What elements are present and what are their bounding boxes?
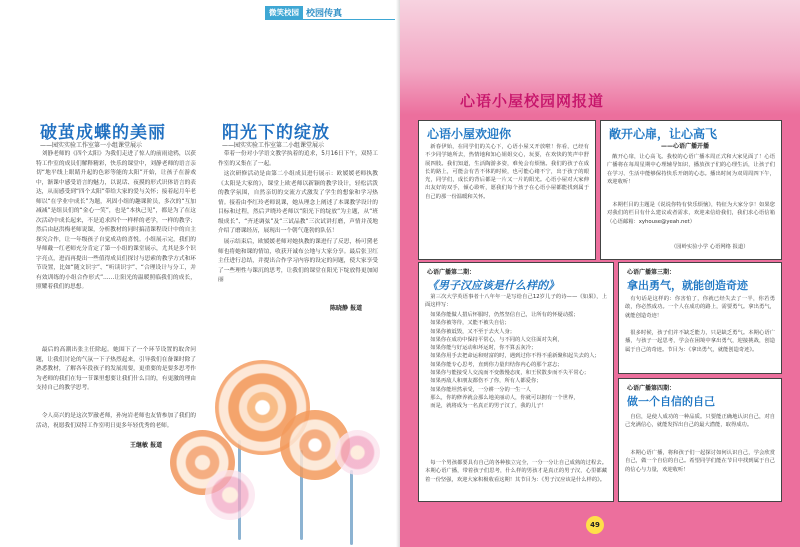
- broadcast-2-box: [418, 262, 614, 502]
- box-body: 敞开心扉，让心高飞。我校的心语广播本周正式和大家见面了！心语广播将在每周星期中心理辅导知识，播放孩子们的心理生活，让孩子们在学习、生活中能够保持快乐开朗的心态。播出时间为双周周四下午，欢迎收听！: [607, 154, 775, 185]
- header-divider: [265, 19, 395, 20]
- box-body: 第三次大学英语事者十八年年一是写给自己12岁儿子的诗——《如果》，上面这样写：: [425, 294, 607, 309]
- box-body: 新春伊始，在同学们的关心下，心语小屋又开放啦！你看，已经有不少同学她所去，热情地和知心姐姐交心，玩耍，在欢快的笑声中舒展四肢。我们知道，生活陶游多姿，难免会有烦恼。我们的孩子在成长的路上，可能会有苦不休的时候，也可能心绪不宁，出于孩子的眼光，同学们，成长的背后都是一片又一片的阳光。心语小屋对大家伸出友好的双手，倾心聆听，愿我们每个孩子在心语小屋都能找到属于自己的那一份温暖和关怀。: [425, 144, 589, 200]
- article-body: 刘静老师的《四个太阳》为我们走进了惊人的前雨途鸦，以获特工作室的成员们解释精彩，快乐的课堂中，刘静老师的语言亲切“地平线上眼睛升起的色彩等能的太阳”开始，让孩子在游戏中，渐课中感受语言的魅力，以说话、夜摸的形式识体语言的表达，从而感受到“四个太阳”带给大家的爱与关怀；接着起月年老师以“在学业中成长”为题，巩固小组的趣课阶员，多次的“互加减减”是组员们的“金心一笑”，也是“本执己见”，都是为了在这次活动中成长起来，不是追求四个一样样的老学，一样的教学；然后由赵洪梅老师说课，分析教材的同时搞清课程设计中的自主探究合作，让一年级孩子自觉成功的喜悦。小组展示完，我们的导师戴一红老师充分肯定了第一小组的课堂展示，尤其是多个识字亮点，进而再提出一些值得成员们探讨与思索的教学方式和环节设置，比如“随文识字”、“听读识字”、“合理设计与分工，并有效训练的小组合作形式”……让阳光的温暖照临我们的成长，照耀着我们的思想。: [36, 151, 196, 290]
- box-title: 心语小屋欢迎你: [427, 127, 512, 141]
- box-label: 心语广播第四期：: [627, 385, 676, 392]
- poem-line: 如果你与能接受人交流而不变傲慢态度，和王侯散步而不失平常心；: [430, 370, 590, 377]
- open-heart-box: [600, 120, 782, 260]
- poem-line: 如果你能专心思考，直到你力量归结你内心的那个意志；: [430, 361, 563, 368]
- article-body: 带着一份对小学语文教学执着的追求，5月16日下午，双特工作室的又集在了一起。: [218, 151, 378, 167]
- box-title: 《男子汉应该是什么样的》: [427, 279, 559, 292]
- box-body-2: 本期栏目的主题是《说说你特有快乐烦恼》，特征为大家分享！如果您对我们的栏目有什么建议或者需求，欢迎来信给我们，我们求心语信箱（心语邮箱：xyhouse@yeah.net）: [607, 202, 775, 225]
- box-body-2: 每一个男孩都要具有自己的各种独立完全，一分一分让自己成熟的过程去。本期心语广播，带着孩子们思考，什么样的男孩才是真正的男子汉，心里都藏着一份坚强，欢迎大家积极收看这期！其节目为：《男子汉应该是什么样的》。: [425, 460, 607, 483]
- poem-line: 如果你在成功中保持平常心，与不同的人交往面对失利，: [430, 336, 563, 343]
- article-body-2: 最后的高潮出张主任除起。她围下了一个环节设置的取舍问题，让我们讨论的气氛一下子热烈起来，引导我们在备课时除了熟悉教材，了解各年段孩子的发展需要，更重要的是要多思考作为老师的我们在每一节课里想要让我们什么目的，有更激的理由支持自己的教学思考。: [36, 347, 196, 391]
- box-body-2: 本期心语广播，将和孩子们一起探讨如何认识自己，学会欣赏自己，做一个自信的自己。希望同学们能在节目中找到属于自己的信心与力量，欢迎收听！: [625, 450, 775, 473]
- box-title: 拿出勇气，就能创造奇迹: [627, 279, 748, 292]
- box-title: 敞开心扉，让心高飞: [609, 127, 718, 141]
- poem-line: 如果你被等待，又能不被失自信；: [430, 320, 510, 327]
- box-byline: （园岭实验小学 心语网络 报道）: [671, 244, 749, 250]
- poem-line: 而是，就将成为一名真正的男子汉了，我的儿子！: [430, 403, 547, 410]
- header-tag: 微笑校园: [265, 6, 303, 19]
- article-byline: 陈晓静 报道: [330, 305, 363, 312]
- article-title: 破茧成蝶的美丽: [40, 123, 166, 143]
- box-label: 心语广播第三期：: [627, 269, 676, 276]
- box-body: 有句话是这样的：你害怕了，你就已经失去了一半，你若勇敢，你必然成功。一个人在成功的路上，需要勇气。拿出勇气，就能创造奇迹！: [625, 296, 775, 319]
- article-subtitle: ——园实实验工作室第二小组课堂展示: [222, 142, 325, 149]
- article-body-2: 这次研修活动是由第二小组成员进行展示：欧媛媛老师执教《太阳是大家的》，课堂上欧老师以新颖的教学设计，轻松活泼的教学氛围，自然亲切的交流方式激发了学生的想象和学习热情。接着由李红玲老师说课，她从理念上阐述了本课教学设计的目标和过程，然后尹晓玲老师以“阳光下的绽放”为主题，从“班级成长”、“齐述调弦”及“三试品教”三次试讲打磨，声情并茂地介绍了磨课经历，展现出一个朝气蓬勃的队伍！: [218, 171, 378, 234]
- poem-line: 如果你能做人措后怀服时，仍然坚信自己，让所有的怀疑动摇；: [430, 312, 579, 318]
- page-number: 49: [586, 516, 604, 534]
- article-subtitle: ——园实实验工作室第一小组课堂展示: [40, 142, 143, 149]
- article-body-3: 展示结束后，欧媛媛老师对她执教的课进行了反思，杨可黛老师也将她和课的情谊，收获开诚布公地与大家分享。最后张卫红主任进行总结，并提出合作学习内容的设定的问题，使大家享受了一些理性与课沉的思考，让我们的课堂在阳光下绽放得更加闻丽: [218, 239, 378, 283]
- article-body-3: 令人高兴的是这次罗澈老师，孙宛岩老师也友情参加了我们的活动，祝愿我们双特工作室明日更多年轻优秀的老师。: [36, 413, 196, 429]
- box-body-2: 很多时候，孩子们并不缺乏能力，只是缺乏勇气。本期心语广播，与孩子一起思考，学会在困境中拿出勇气，迎接挑战，创造属于自己的奇迹。节目为：《拿出勇气，就能创造奇迹》。: [625, 330, 775, 353]
- broadcast-4-box: [618, 378, 782, 502]
- poem-line: 如果你能坦然承受，一分耕一分的一生一人: [430, 386, 531, 393]
- poem-line: 如果再敌人和朋友都伤不了你，所有人都爱你；: [430, 378, 542, 385]
- broadcast-3-box: [618, 262, 782, 374]
- masthead-title: 心语小屋校园网报道: [460, 92, 605, 110]
- poem-lines: [425, 311, 607, 411]
- box-label: 心语广播第二期：: [427, 269, 476, 276]
- article-title: 阳光下的绽放: [222, 123, 330, 143]
- poem-line: 如果你用手去把命运和财富的时，遇到过你不得不重新聚积起失去的人；: [430, 353, 600, 360]
- box-label: ——心语广播开播: [661, 143, 710, 150]
- header-section: 校园传真: [306, 8, 343, 19]
- poem-line: 那么，你的修养就会那么地美丽动人，你就可以拥有一个世界，: [430, 394, 579, 401]
- article-byline: 王继敏 报道: [130, 442, 163, 449]
- box-body: 自信，是使人成功的一种品质。只要能正确地认识自己，对自己充满信心，就能发挥出自己的最大潜能，取得成功。: [625, 414, 775, 429]
- box-title: 做一个自信的自己: [627, 395, 715, 408]
- poem-line: 如果你被诋毁，又不至于去火人身；: [430, 328, 516, 335]
- poem-line: 如果你能与好运动和坏运时，你不算丢灰冷；: [430, 345, 537, 352]
- welcome-box: [418, 120, 596, 260]
- page-header: [265, 6, 342, 18]
- right-page: [400, 0, 800, 547]
